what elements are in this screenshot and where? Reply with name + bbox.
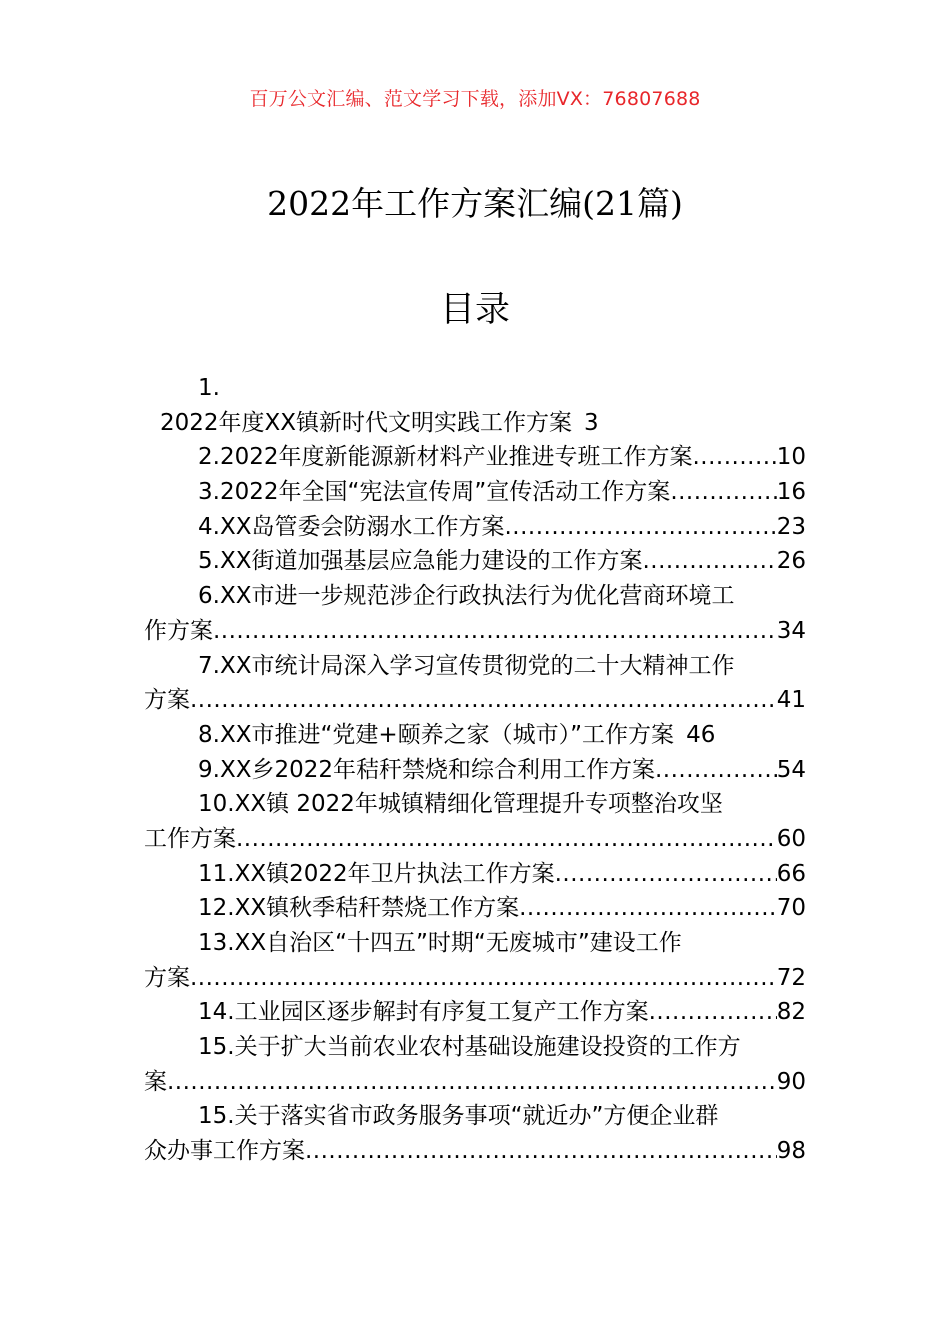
toc-item-13[interactable] <box>144 926 806 961</box>
toc-item-page: 23 <box>776 513 806 540</box>
dot-leader <box>213 614 777 649</box>
dot-leader <box>190 683 777 718</box>
toc-item-1[interactable] <box>144 406 806 441</box>
toc-item-10[interactable] <box>144 787 806 822</box>
dot-leader <box>305 1134 777 1169</box>
toc-item-page: 98 <box>776 1138 806 1165</box>
dot-leader <box>190 961 777 996</box>
toc-item-title: 12.XX镇秋季秸秆禁烧工作方案 <box>198 895 520 922</box>
toc-item-16[interactable] <box>144 1099 806 1134</box>
toc-item-title: 11.XX镇2022年卫片执法工作方案 <box>198 860 555 887</box>
toc-item-11[interactable] <box>144 857 806 892</box>
toc-item-title-cont: 工作方案 <box>144 825 236 852</box>
toc-item-title: 13.XX自治区“十四五”时期“无废城市”建设工作 <box>198 930 682 956</box>
table-of-contents <box>144 371 806 1169</box>
toc-item-title: 8.XX市推进“党建+颐养之家（城市）”工作方案 <box>198 721 675 748</box>
toc-item-title: 4.XX岛管委会防溺水工作方案 <box>198 513 505 540</box>
toc-item-title: 3.2022年全国“宪法宣传周”宣传活动工作方案 <box>198 479 671 506</box>
toc-item-title: 6.XX市进一步规范涉企行政执法行为优化营商环境工 <box>198 583 735 610</box>
dot-leader <box>167 1065 777 1100</box>
toc-item-1-number[interactable]: 1. <box>198 375 220 401</box>
toc-item-title-cont: 作方案 <box>144 617 213 644</box>
dot-leader <box>649 995 777 1030</box>
toc-item-6-cont[interactable] <box>144 614 806 649</box>
toc-item-page: 82 <box>776 999 806 1026</box>
toc-item-page: 10 <box>776 444 806 471</box>
toc-item-page: 16 <box>776 479 806 506</box>
toc-item-6[interactable] <box>144 579 806 614</box>
toc-item-9[interactable] <box>144 753 806 788</box>
toc-item-title: 2.2022年度新能源新材料产业推进专班工作方案 <box>198 444 693 471</box>
toc-item-page: 26 <box>776 548 806 575</box>
toc-item-10-cont[interactable] <box>144 822 806 857</box>
toc-item-page: 34 <box>776 617 806 644</box>
toc-item-7-cont[interactable] <box>144 683 806 718</box>
toc-item-title: 7.XX市统计局深入学习宣传贯彻党的二十大精神工作 <box>198 652 735 679</box>
toc-item-title-cont: 案 <box>144 1068 167 1095</box>
toc-item-page: 60 <box>776 825 806 852</box>
toc-item-8[interactable] <box>144 718 806 753</box>
toc-item-15-cont[interactable] <box>144 1065 806 1100</box>
toc-item-title: 14.工业园区逐步解封有序复工复产工作方案 <box>198 999 649 1026</box>
toc-item-title: 9.XX乡2022年秸秆禁烧和综合利用工作方案 <box>198 756 655 783</box>
toc-item-title: 5.XX街道加强基层应急能力建设的工作方案 <box>198 548 643 575</box>
toc-item-page: 70 <box>776 895 806 922</box>
toc-item-5[interactable] <box>144 544 806 579</box>
toc-item-title-cont: 方案 <box>144 687 190 714</box>
toc-item-12[interactable] <box>144 891 806 926</box>
dot-leader <box>504 510 776 545</box>
toc-item-title: 2022年度XX镇新时代文明实践工作方案 <box>160 409 573 436</box>
toc-item-7[interactable] <box>144 649 806 684</box>
toc-item-4[interactable] <box>144 510 806 545</box>
toc-item-page: 3 <box>584 409 599 436</box>
dot-leader <box>692 440 776 475</box>
toc-item-page: 72 <box>776 964 806 991</box>
toc-item-page: 41 <box>776 687 806 714</box>
toc-item-page: 54 <box>776 756 806 783</box>
dot-leader <box>655 753 777 788</box>
dot-leader <box>642 544 776 579</box>
toc-item-page: 90 <box>776 1068 806 1095</box>
toc-item-14[interactable] <box>144 995 806 1030</box>
dot-leader <box>519 891 777 926</box>
toc-item-title: 15.关于扩大当前农业农村基础设施建设投资的工作方 <box>198 1034 741 1061</box>
watermark-text: 百万公文汇编、范文学习下载，添加VX：76807688 <box>249 88 701 110</box>
dot-leader <box>670 475 776 510</box>
toc-item-title-cont: 方案 <box>144 964 190 991</box>
document-title: 2022年工作方案汇编(21篇) <box>267 184 683 223</box>
dot-leader <box>236 822 777 857</box>
toc-item-page: 46 <box>686 721 716 748</box>
toc-heading: 目录 <box>439 290 510 330</box>
dot-leader <box>555 857 777 892</box>
toc-item-title-cont: 众办事工作方案 <box>144 1138 305 1165</box>
toc-item-16-cont[interactable] <box>144 1134 806 1169</box>
toc-item-15[interactable] <box>144 1030 806 1065</box>
toc-item-2[interactable] <box>144 440 806 475</box>
toc-item-title: 10.XX镇 2022年城镇精细化管理提升专项整治攻坚 <box>198 791 723 818</box>
toc-item-13-cont[interactable] <box>144 961 806 996</box>
toc-item-3[interactable] <box>144 475 806 510</box>
toc-item-page: 66 <box>776 860 806 887</box>
toc-item-title: 15.关于落实省市政务服务事项“就近办”方便企业群 <box>198 1103 719 1130</box>
